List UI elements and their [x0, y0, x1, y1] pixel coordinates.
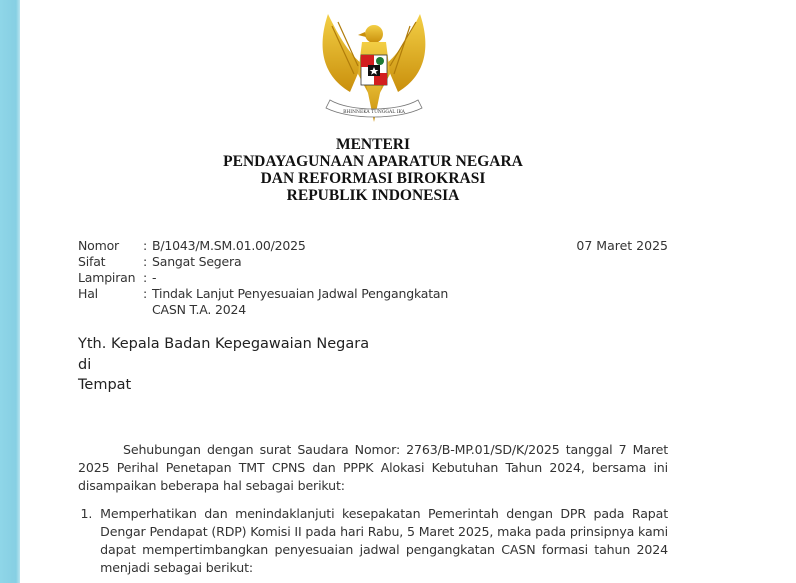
- meta-value: B/1043/M.SM.01.00/2025: [152, 238, 306, 253]
- recipient-di: di: [78, 356, 92, 373]
- letter-body: [78, 441, 668, 577]
- meta-label: Lampiran: [78, 270, 136, 285]
- letter-meta: [78, 238, 448, 318]
- motto-text: BHINNEKA TUNGGAL IKA: [343, 110, 405, 115]
- paragraph-line: 2025 Perihal Penetapan TMT CPNS dan PPPK Alokasi Kebutuhan Tahun 2024, bersama ini: [78, 460, 668, 475]
- meta-value: Sangat Segera: [152, 254, 242, 269]
- letter-date: 07 Maret 2025: [576, 238, 668, 253]
- meta-label: Nomor: [78, 238, 119, 253]
- meta-row-lampiran: [78, 270, 448, 286]
- list-text: [100, 505, 668, 577]
- garuda-emblem: [310, 4, 438, 130]
- meta-label: Hal: [78, 286, 98, 301]
- recipient-address: [78, 334, 369, 396]
- paragraph-line: disampaikan beberapa hal sebagai berikut:: [78, 478, 345, 493]
- meta-row-nomor: [78, 238, 448, 254]
- meta-value: -: [152, 270, 157, 285]
- letterhead: [200, 136, 546, 204]
- meta-value: [152, 286, 448, 318]
- paragraph-line: Dengar Pendapat (RDP) Komisi II pada hari Rabu, 5 Maret 2025, maka pada prinsipnya kami: [100, 524, 668, 539]
- recipient-place: Tempat: [78, 377, 132, 393]
- list-item: [78, 505, 668, 577]
- meta-sep: :: [143, 286, 148, 301]
- paragraph-line: menjadi sebagai berikut:: [100, 560, 254, 575]
- meta-row-hal: [78, 286, 448, 318]
- window-edge: [0, 0, 20, 583]
- recipient: Yth. Kepala Badan Kepegawaian Negara: [78, 336, 370, 352]
- meta-sep: :: [143, 254, 148, 269]
- paragraph-line: dapat mempertimbangkan penyesuaian jadwal pengangkatan CASN formasi tahun 2024: [100, 542, 668, 557]
- paragraph-line: Sehubungan dengan surat Saudara Nomor: 2763/B-MP.01/SD/K/2025 tanggal 7 Maret: [123, 442, 668, 457]
- list-number: 1.: [80, 506, 93, 521]
- letterhead-line: REPUBLIK INDONESIA: [286, 187, 460, 204]
- letterhead-line: PENDAYAGUNAAN APARATUR NEGARA: [223, 153, 523, 170]
- meta-value-line: CASN T.A. 2024: [152, 302, 246, 317]
- meta-row-sifat: [78, 254, 448, 270]
- meta-sep: :: [143, 270, 148, 285]
- meta-label: Sifat: [78, 254, 106, 269]
- meta-sep: :: [143, 238, 148, 253]
- meta-value-line: Tindak Lanjut Penyesuaian Jadwal Pengangkatan: [152, 286, 449, 301]
- letterhead-line: MENTERI: [335, 136, 411, 153]
- paragraph-line: Memperhatikan dan menindaklanjuti kesepakatan Pemerintah dengan DPR pada Rapat: [100, 506, 668, 521]
- intro-paragraph: [78, 441, 668, 495]
- letterhead-line: DAN REFORMASI BIROKRASI: [260, 170, 486, 187]
